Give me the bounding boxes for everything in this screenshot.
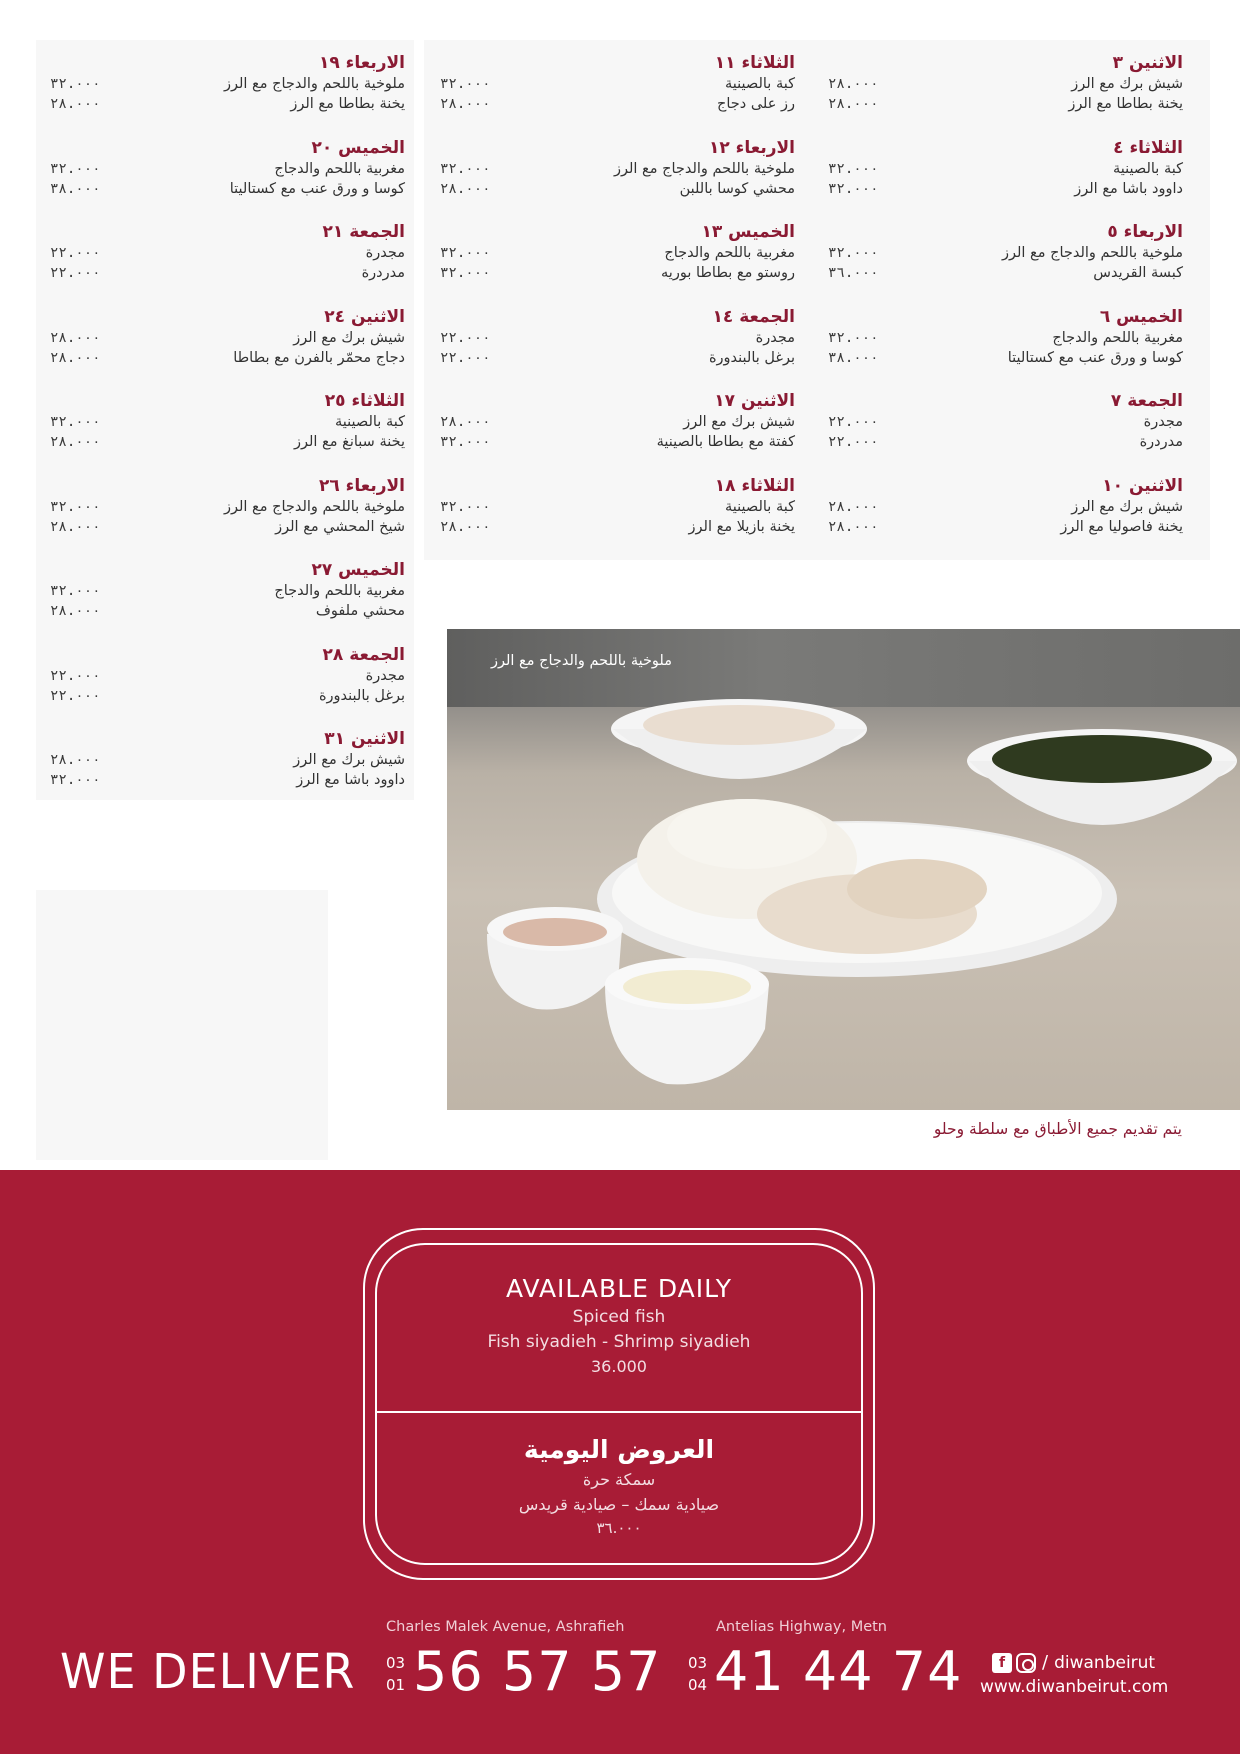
dish-price: ٢٢.٠٠٠ — [50, 245, 101, 261]
dish-price: ٣٢.٠٠٠ — [50, 160, 101, 177]
menu-day-block — [440, 52, 795, 137]
day-title: الاربعاء ٥ — [1107, 222, 1183, 242]
dish-name: يخنة بطاطا مع الرز — [1068, 96, 1183, 112]
dish-price: ٢٨.٠٠٠ — [50, 349, 101, 366]
dish-price: ٢٢.٠٠٠ — [440, 329, 491, 346]
dish-name: كبة بالصينية — [1112, 160, 1183, 177]
dish-price: ٢٨.٠٠٠ — [440, 414, 491, 430]
menu-day-block — [50, 728, 405, 813]
facebook-icon[interactable]: f — [992, 1653, 1012, 1673]
dish-price: ٢٨.٠٠٠ — [828, 498, 879, 515]
day-title: الاثنين ٣١ — [324, 729, 405, 749]
dish-row — [828, 243, 1183, 263]
menu-day-block — [828, 221, 1183, 306]
instagram-icon[interactable] — [1016, 1653, 1036, 1673]
dish-name: مجدرة — [365, 245, 405, 261]
menu-day-block — [50, 475, 405, 560]
dish-name: داوود باشا مع الرز — [296, 772, 405, 788]
menu-day-block — [440, 221, 795, 306]
daily-offer-price-en: 36.000 — [591, 1357, 647, 1376]
dish-row — [440, 243, 795, 263]
dish-row — [440, 497, 795, 517]
daily-offer-divider — [377, 1411, 861, 1413]
dish-row — [50, 263, 405, 283]
dish-price: ٣٦.٠٠٠ — [828, 265, 879, 281]
we-deliver-heading: WE DELIVER — [60, 1642, 356, 1700]
dish-name: محشي كوسا باللبن — [679, 180, 795, 197]
dish-name: كبة بالصينية — [724, 76, 795, 92]
dish-row — [828, 432, 1183, 452]
dish-price: ٣٢.٠٠٠ — [828, 180, 879, 197]
dish-row — [50, 179, 405, 199]
dish-price: ٢٨.٠٠٠ — [50, 603, 101, 619]
dish-row — [440, 328, 795, 348]
dish-name: مغربية باللحم والدجاج — [274, 160, 405, 177]
day-title: الاربعاء ٢٦ — [318, 475, 405, 496]
dish-name: دجاج محمّر بالفرن مع بطاطا — [233, 349, 405, 366]
daily-offer-line2-ar: صيادية سمك – صيادية قريدس — [518, 1495, 720, 1514]
dish-row — [440, 159, 795, 179]
dish-row — [440, 74, 795, 94]
dish-price: ٢٢.٠٠٠ — [50, 687, 101, 704]
dish-row — [828, 159, 1183, 179]
dish-price: ٢٨.٠٠٠ — [828, 96, 879, 112]
dish-row — [828, 517, 1183, 537]
dish-name: يخنة بازيلا مع الرز — [688, 518, 795, 535]
dish-name: شيش برك مع الرز — [683, 414, 795, 430]
day-title: الثلاثاء ١٨ — [714, 475, 795, 496]
dish-name: رز على دجاج — [717, 96, 795, 112]
dish-price: ٢٢.٠٠٠ — [50, 667, 101, 684]
dish-row — [50, 686, 405, 706]
dish-row — [828, 74, 1183, 94]
dish-price: ٢٢.٠٠٠ — [828, 414, 879, 430]
dish-price: ٣٢.٠٠٠ — [50, 414, 101, 430]
dish-price: ٣٨.٠٠٠ — [828, 349, 879, 366]
menu-day-block — [828, 390, 1183, 475]
menu-day-block — [50, 559, 405, 644]
dish-name: كوسا و ورق عنب مع كستاليتا — [1007, 349, 1183, 366]
prefix-04: 04 — [688, 1676, 708, 1694]
daily-offer-title-ar: العروض اليومية — [523, 1435, 715, 1464]
dish-row — [828, 348, 1183, 368]
dish-name: كبة بالصينية — [724, 498, 795, 515]
day-title: الخميس ٦ — [1099, 306, 1183, 327]
dish-price: ٣٢.٠٠٠ — [440, 265, 491, 281]
dish-name: مجدرة — [365, 667, 405, 684]
dish-row — [440, 179, 795, 199]
dish-price: ٣٢.٠٠٠ — [50, 583, 101, 599]
dish-name: كبة بالصينية — [334, 414, 405, 430]
dish-name: شيش برك مع الرز — [293, 329, 405, 346]
social-handle[interactable]: diwanbeirut — [1054, 1652, 1156, 1673]
dish-price: ٢٨.٠٠٠ — [440, 180, 491, 197]
social-separator: / — [1042, 1652, 1049, 1673]
dish-price: ٣٢.٠٠٠ — [50, 498, 101, 515]
dish-row — [50, 497, 405, 517]
dish-name: شيش برك مع الرز — [1071, 76, 1183, 92]
dish-name: مدردرة — [1139, 434, 1183, 450]
dish-row — [50, 517, 405, 537]
dish-name: يخنة فاصوليا مع الرز — [1060, 518, 1183, 535]
menu-day-block — [828, 137, 1183, 222]
dish-row — [50, 159, 405, 179]
dish-price: ٢٢.٠٠٠ — [440, 349, 491, 366]
dish-row — [828, 328, 1183, 348]
dish-row — [50, 581, 405, 601]
day-title: الجمعة ١٤ — [712, 306, 795, 327]
day-title: الثلاثاء ٢٥ — [324, 391, 405, 411]
dish-price: ٢٨.٠٠٠ — [440, 518, 491, 535]
dish-price: ٢٨.٠٠٠ — [50, 752, 101, 768]
dish-row — [50, 412, 405, 432]
dish-name: شيخ المحشي مع الرز — [275, 518, 405, 535]
dish-row — [440, 94, 795, 114]
dish-name: يخنة بطاطا مع الرز — [290, 96, 405, 112]
dish-name: داوود باشا مع الرز — [1074, 180, 1183, 197]
dish-row — [50, 770, 405, 790]
dish-price: ٢٢.٠٠٠ — [828, 434, 879, 450]
day-title: الجمعة ٢١ — [322, 222, 405, 242]
day-title: الجمعة ٢٨ — [322, 644, 405, 665]
dish-price: ٣٢.٠٠٠ — [440, 498, 491, 515]
dish-name: برغل بالبندورة — [708, 349, 795, 366]
dish-row — [50, 666, 405, 686]
menu-column-middle — [440, 52, 795, 559]
daily-offer-title-en: AVAILABLE DAILY — [505, 1274, 733, 1303]
menu-day-block — [50, 306, 405, 391]
dish-name: يخنة سبانغ مع الرز — [293, 434, 405, 450]
dish-row — [50, 328, 405, 348]
dish-price: ٣٨.٠٠٠ — [50, 180, 101, 197]
menu-day-block — [50, 221, 405, 306]
menu-column-right — [828, 52, 1183, 559]
menu-column-left — [50, 52, 405, 813]
dish-price: ٣٢.٠٠٠ — [440, 434, 491, 450]
dish-name: روستو مع بطاطا بوريه — [661, 265, 795, 281]
dish-row — [828, 179, 1183, 199]
dish-illustration — [447, 629, 1240, 1110]
prefix-03: 03 — [386, 1654, 406, 1672]
dish-row — [828, 412, 1183, 432]
menu-day-block — [50, 390, 405, 475]
dish-price: ٢٨.٠٠٠ — [828, 518, 879, 535]
dish-name: كوسا و ورق عنب مع كستاليتا — [229, 180, 405, 197]
dish-name: محشي ملفوف — [315, 603, 405, 619]
daily-offer-line2-en: Fish siyadieh - Shrimp siyadieh — [487, 1332, 751, 1352]
dish-photo — [447, 629, 1240, 1110]
branch-antelias-phone[interactable]: 41 44 74 — [714, 1640, 963, 1703]
day-title: الثلاثاء ١١ — [714, 53, 795, 73]
dish-price: ٣٢.٠٠٠ — [440, 245, 491, 261]
branch-ashrafieh-phone[interactable]: 56 57 57 — [413, 1640, 662, 1703]
dish-price: ٢٨.٠٠٠ — [50, 329, 101, 346]
branch-ashrafieh-name: Charles Malek Avenue, Ashrafieh — [386, 1619, 625, 1635]
dish-name: ملوخية باللحم والدجاج مع الرز — [1001, 245, 1183, 261]
dish-name: برغل بالبندورة — [318, 687, 405, 704]
menu-footnote: يتم تقديم جميع الأطباق مع سلطة وحلو — [933, 1120, 1182, 1138]
dish-name: مغربية باللحم والدجاج — [1052, 329, 1183, 346]
prefix-03: 03 — [688, 1654, 708, 1672]
menu-day-block — [50, 137, 405, 222]
dish-price: ٢٨.٠٠٠ — [50, 518, 101, 535]
dish-row — [440, 263, 795, 283]
social-links — [992, 1652, 1155, 1673]
dish-name: مغربية باللحم والدجاج — [274, 583, 405, 599]
branch-antelias-prefixes — [688, 1652, 707, 1696]
day-title: الاربعاء ١٩ — [318, 53, 405, 73]
day-title: الاثنين ١٧ — [714, 391, 795, 411]
dish-row — [440, 348, 795, 368]
daily-offer-price-ar: ٣٦.٠٠٠ — [596, 1519, 642, 1537]
dish-price: ٣٢.٠٠٠ — [828, 160, 879, 177]
dish-row — [50, 348, 405, 368]
dish-name: شيش برك مع الرز — [293, 752, 405, 768]
menu-day-block — [440, 306, 795, 391]
dish-price: ٢٨.٠٠٠ — [828, 76, 879, 92]
website-link[interactable]: www.diwanbeirut.com — [980, 1677, 1169, 1697]
daily-offer-line1-en: Spiced fish — [572, 1307, 666, 1327]
dish-row — [440, 432, 795, 452]
dish-name: شيش برك مع الرز — [1071, 498, 1183, 515]
dish-price: ٣٢.٠٠٠ — [828, 245, 879, 261]
dish-row — [50, 94, 405, 114]
dish-price: ٢٨.٠٠٠ — [440, 96, 491, 112]
menu-day-block — [828, 52, 1183, 137]
dish-name: ملوخية باللحم والدجاج مع الرز — [613, 160, 795, 177]
dish-name: كبسة القريدس — [1093, 265, 1183, 281]
menu-day-block — [440, 137, 795, 222]
dish-row — [50, 750, 405, 770]
day-title: الخميس ٢٧ — [311, 560, 405, 580]
dish-row — [50, 601, 405, 621]
day-title: الاثنين ٢٤ — [324, 306, 405, 327]
menu-day-block — [50, 52, 405, 137]
dish-row — [440, 412, 795, 432]
dish-row — [50, 74, 405, 94]
day-title: الخميس ١٣ — [701, 222, 795, 242]
dish-name: مغربية باللحم والدجاج — [664, 245, 795, 261]
photo-caption: ملوخية باللحم والدجاج مع الرز — [490, 653, 672, 669]
dish-name: مدردرة — [361, 265, 405, 281]
menu-day-block — [50, 644, 405, 729]
dish-price: ٢٨.٠٠٠ — [50, 434, 101, 450]
dish-name: كفتة مع بطاطا بالصينية — [656, 434, 795, 450]
day-title: الثلاثاء ٤ — [1113, 137, 1183, 158]
dish-price: ٣٢.٠٠٠ — [440, 160, 491, 177]
branch-ashrafieh-prefixes — [386, 1652, 405, 1696]
dish-price: ٣٢.٠٠٠ — [50, 772, 101, 788]
dish-name: ملوخية باللحم والدجاج مع الرز — [223, 76, 405, 92]
menu-day-block — [828, 475, 1183, 560]
day-title: الخميس ٢٠ — [311, 137, 405, 158]
dish-price: ٣٢.٠٠٠ — [828, 329, 879, 346]
day-title: الاثنين ٣ — [1112, 53, 1183, 73]
dish-row — [828, 94, 1183, 114]
menu-day-block — [440, 475, 795, 560]
dish-row — [50, 432, 405, 452]
menu-day-block — [440, 390, 795, 475]
menu-day-block — [828, 306, 1183, 391]
prefix-01: 01 — [386, 1676, 406, 1694]
dish-name: ملوخية باللحم والدجاج مع الرز — [223, 498, 405, 515]
dish-row — [828, 497, 1183, 517]
dish-price: ٣٢.٠٠٠ — [50, 76, 101, 92]
dish-name: مجدرة — [755, 329, 795, 346]
dish-row — [440, 517, 795, 537]
day-title: الاربعاء ١٢ — [708, 137, 795, 158]
branch-antelias-name: Antelias Highway, Metn — [716, 1619, 887, 1635]
dish-name: مجدرة — [1143, 414, 1183, 430]
dish-price: ٢٨.٠٠٠ — [50, 96, 101, 112]
day-title: الاثنين ١٠ — [1102, 475, 1183, 496]
day-title: الجمعة ٧ — [1110, 391, 1183, 411]
daily-offer-line1-ar: سمكة حرة — [582, 1470, 656, 1489]
dish-row — [50, 243, 405, 263]
lower-left-background — [36, 890, 328, 1160]
dish-price: ٣٢.٠٠٠ — [440, 76, 491, 92]
dish-price: ٢٢.٠٠٠ — [50, 265, 101, 281]
dish-row — [828, 263, 1183, 283]
